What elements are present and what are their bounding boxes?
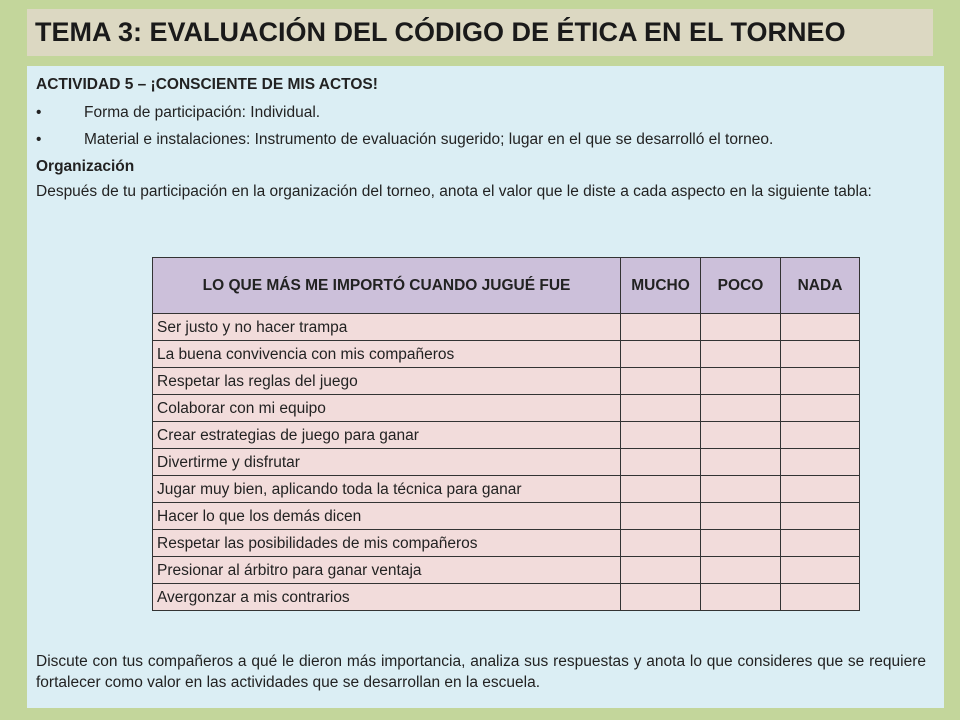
rating-cell-poco[interactable]: [701, 341, 781, 368]
rating-cell-nada[interactable]: [781, 503, 860, 530]
header-aspect: LO QUE MÁS ME IMPORTÓ CUANDO JUGUÉ FUE: [153, 258, 621, 314]
rating-cell-mucho[interactable]: [621, 530, 701, 557]
rating-cell-poco[interactable]: [701, 395, 781, 422]
content-panel: [27, 66, 944, 708]
aspect-cell: Colaborar con mi equipo: [153, 395, 621, 422]
aspect-cell: Ser justo y no hacer trampa: [153, 314, 621, 341]
aspect-cell: Hacer lo que los demás dicen: [153, 503, 621, 530]
rating-cell-poco[interactable]: [701, 449, 781, 476]
rating-cell-mucho[interactable]: [621, 557, 701, 584]
evaluation-table: [152, 257, 860, 611]
organization-paragraph: Después de tu participación en la organización del torneo, anota el valor que le diste a cada aspecto en la siguiente tabla:: [36, 183, 872, 200]
aspect-cell: Avergonzar a mis contrarios: [153, 584, 621, 611]
table-row: [153, 368, 860, 395]
aspect-cell: Respetar las reglas del juego: [153, 368, 621, 395]
aspect-cell: Jugar muy bien, aplicando toda la técnica para ganar: [153, 476, 621, 503]
rating-cell-mucho[interactable]: [621, 341, 701, 368]
bullet-item: [36, 102, 932, 123]
rating-cell-mucho[interactable]: [621, 314, 701, 341]
table-row: [153, 449, 860, 476]
table-header-row: [153, 258, 860, 314]
header-mucho: MUCHO: [621, 258, 701, 314]
rating-cell-mucho[interactable]: [621, 476, 701, 503]
rating-cell-mucho[interactable]: [621, 584, 701, 611]
bullet-icon: •: [36, 104, 42, 121]
rating-cell-nada[interactable]: [781, 530, 860, 557]
header-poco: POCO: [701, 258, 781, 314]
table-row: [153, 422, 860, 449]
rating-cell-mucho[interactable]: [621, 422, 701, 449]
table-row: [153, 503, 860, 530]
rating-cell-mucho[interactable]: [621, 449, 701, 476]
rating-cell-nada[interactable]: [781, 422, 860, 449]
rating-cell-nada[interactable]: [781, 476, 860, 503]
rating-cell-mucho[interactable]: [621, 395, 701, 422]
rating-cell-poco[interactable]: [701, 530, 781, 557]
aspect-cell: Presionar al árbitro para ganar ventaja: [153, 557, 621, 584]
rating-cell-nada[interactable]: [781, 557, 860, 584]
table-row: [153, 395, 860, 422]
table-row: [153, 557, 860, 584]
rating-cell-poco[interactable]: [701, 422, 781, 449]
closing-paragraph: Discute con tus compañeros a qué le dieron más importancia, analiza sus respuestas y anota lo que consideres que se requiere fortalecer como valor en las actividades que se desarrollan en la escuela.: [36, 653, 926, 691]
table-row: [153, 314, 860, 341]
page-title: TEMA 3: EVALUACIÓN DEL CÓDIGO DE ÉTICA EN EL TORNEO: [35, 17, 846, 47]
aspect-cell: Crear estrategias de juego para ganar: [153, 422, 621, 449]
bullet-text-materials: Material e instalaciones: Instrumento de evaluación sugerido; lugar en el que se desarrolló el torneo.: [84, 131, 774, 148]
rating-cell-nada[interactable]: [781, 314, 860, 341]
rating-cell-nada[interactable]: [781, 395, 860, 422]
rating-cell-nada[interactable]: [781, 341, 860, 368]
rating-cell-nada[interactable]: [781, 368, 860, 395]
rating-cell-nada[interactable]: [781, 449, 860, 476]
rating-cell-poco[interactable]: [701, 584, 781, 611]
bullet-icon: •: [36, 131, 42, 148]
table-row: [153, 341, 860, 368]
aspect-cell: Divertirme y disfrutar: [153, 449, 621, 476]
rating-cell-poco[interactable]: [701, 314, 781, 341]
title-banner: [27, 9, 933, 56]
table-row: [153, 476, 860, 503]
table-body: [153, 314, 860, 611]
rating-cell-poco[interactable]: [701, 503, 781, 530]
rating-cell-mucho[interactable]: [621, 368, 701, 395]
header-nada: NADA: [781, 258, 860, 314]
rating-cell-poco[interactable]: [701, 557, 781, 584]
bullet-text-participation: Forma de participación: Individual.: [84, 104, 321, 121]
table-row: [153, 584, 860, 611]
rating-cell-poco[interactable]: [701, 476, 781, 503]
organization-heading: Organización: [36, 158, 135, 175]
activity-heading: ACTIVIDAD 5 – ¡CONSCIENTE DE MIS ACTOS!: [36, 76, 378, 93]
bullet-item: [36, 129, 932, 150]
rating-cell-poco[interactable]: [701, 368, 781, 395]
aspect-cell: Respetar las posibilidades de mis compañeros: [153, 530, 621, 557]
aspect-cell: La buena convivencia con mis compañeros: [153, 341, 621, 368]
table-row: [153, 530, 860, 557]
rating-cell-mucho[interactable]: [621, 503, 701, 530]
rating-cell-nada[interactable]: [781, 584, 860, 611]
